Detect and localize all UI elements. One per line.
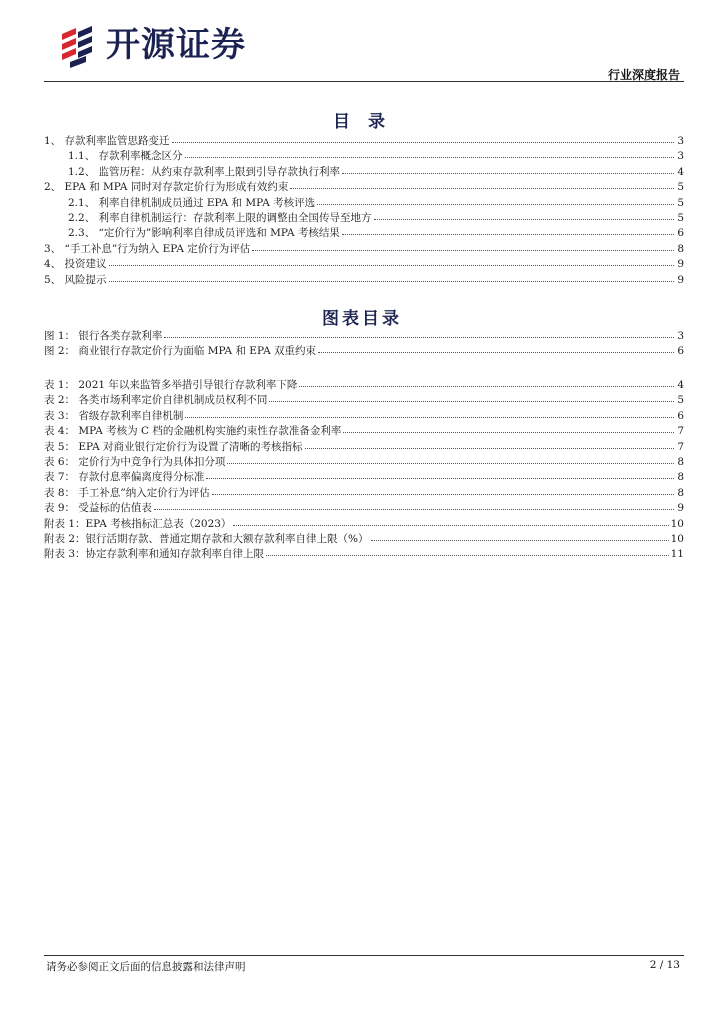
toc-entry-label: 3、 “手工补息”行为纳入 EPA 定价行为评估 <box>44 242 251 255</box>
dot-leader <box>266 545 669 556</box>
header-divider <box>44 81 684 82</box>
dot-leader <box>317 194 674 205</box>
figure-entry-label: 图 2： 商业银行存款定价行为面临 MPA 和 EPA 双重约束 <box>44 345 316 358</box>
table-entry-label: 表 4： MPA 考核为 C 档的金融机构实施约束性存款准备金利率 <box>44 425 342 438</box>
footer-disclaimer: 请务必参阅正文后面的信息披露和法律声明 <box>46 961 246 973</box>
table-entry-label: 表 8： 手工补息”纳入定价行为评估 <box>44 486 210 499</box>
toc-entry[interactable] <box>44 164 684 179</box>
dot-leader <box>109 255 674 266</box>
toc-entry-page: 5 <box>677 196 684 209</box>
dot-leader <box>374 209 674 220</box>
dot-leader <box>299 376 674 387</box>
figures-toc-title: 图表目录 <box>322 309 402 329</box>
toc-entry-label: 4、 投资建议 <box>44 258 107 271</box>
table-entry-label: 附表 2：银行活期存款、普通定期存款和大额存款利率自律上限（%） <box>44 532 369 545</box>
table-entry-label: 附表 1：EPA 考核指标汇总表（2023） <box>44 517 232 530</box>
toc-entry[interactable] <box>44 148 684 163</box>
figure-entry-page: 3 <box>677 330 684 342</box>
dot-leader <box>109 271 674 282</box>
dot-leader <box>206 468 674 479</box>
dot-leader <box>154 499 674 510</box>
toc-entry[interactable] <box>44 133 684 148</box>
table-of-contents <box>44 133 684 287</box>
table-entry[interactable] <box>44 423 684 438</box>
table-entry[interactable] <box>44 531 684 546</box>
toc-entry-page: 8 <box>677 242 684 255</box>
table-entry-label: 表 1： 2021 年以来监管多举措引导银行存款利率下降 <box>44 379 298 391</box>
toc-entry[interactable] <box>44 225 684 240</box>
toc-entry[interactable] <box>44 210 684 225</box>
dot-leader <box>227 453 674 464</box>
dot-leader <box>342 224 674 235</box>
brand-name: 开源证券 <box>106 25 246 65</box>
dot-leader <box>233 515 668 526</box>
figure-entry[interactable] <box>44 328 684 343</box>
table-entry[interactable] <box>44 500 684 515</box>
report-type-label: 行业深度报告 <box>607 68 680 82</box>
table-entry-label: 表 3： 省级存款利率自律机制 <box>44 409 184 422</box>
dot-leader <box>269 391 674 402</box>
table-entry-page: 5 <box>677 394 684 407</box>
dot-leader <box>371 530 669 541</box>
toc-title: 目 录 <box>333 112 391 132</box>
table-entry-page: 6 <box>677 409 684 422</box>
dot-leader <box>318 342 674 353</box>
footer-divider <box>44 955 684 956</box>
toc-entry[interactable] <box>44 256 684 271</box>
table-entry-label: 附表 3：协定存款利率和通知存款利率自律上限 <box>44 548 265 561</box>
toc-entry-page: 9 <box>677 273 684 286</box>
table-entry-label: 表 7： 存款付息率偏离度得分标准 <box>44 471 205 484</box>
dot-leader <box>252 240 674 251</box>
table-entry[interactable] <box>44 454 684 469</box>
dot-leader <box>343 422 674 433</box>
table-entry-label: 表 9： 受益标的估值表 <box>44 502 152 515</box>
table-entry[interactable] <box>44 516 684 531</box>
toc-entry-label: 2.1、 利率自律机制成员通过 EPA 和 MPA 考核评选 <box>68 196 316 209</box>
toc-entry-label: 1.2、 监管历程：从约束存款利率上限到引导存款执行利率 <box>68 165 341 178</box>
table-entry[interactable] <box>44 485 684 500</box>
toc-entry-label: 2.2、 利率自律机制运行：存款利率上限的调整由全国传导至地方 <box>68 211 372 224</box>
table-entry-page: 7 <box>677 440 684 453</box>
dot-leader <box>290 178 674 189</box>
toc-entry-label: 5、 风险提示 <box>44 273 107 286</box>
table-entry-page: 10 <box>670 532 684 545</box>
table-entry-page: 8 <box>677 471 684 484</box>
table-entry-page: 8 <box>677 486 684 499</box>
page-header <box>44 14 684 82</box>
table-entry[interactable] <box>44 469 684 484</box>
table-entry-page: 9 <box>677 502 684 515</box>
dot-leader <box>164 327 674 338</box>
figure-entry-page: 6 <box>677 345 684 358</box>
table-entry-page: 4 <box>677 379 684 391</box>
table-entry-label: 表 2： 各类市场利率定价自律机制成员权利不同 <box>44 394 268 407</box>
toc-entry[interactable] <box>44 272 684 287</box>
toc-entry-label: 1.1、 存款利率概念区分 <box>68 150 183 163</box>
table-entry-label: 表 5： EPA 对商业银行定价行为设置了清晰的考核指标 <box>44 440 303 453</box>
dot-leader <box>305 438 674 449</box>
toc-entry-page: 3 <box>677 135 684 147</box>
toc-entry-label: 1、 存款利率监管思路变迁 <box>44 135 170 147</box>
table-entry[interactable] <box>44 408 684 423</box>
toc-entry-label: 2.3、 “定价行为”影响利率自律成员评选和 MPA 考核结果 <box>68 227 340 240</box>
dot-leader <box>172 132 674 143</box>
figures-list <box>44 328 684 359</box>
kaiyuan-logo-icon <box>56 22 102 68</box>
toc-entry-page: 6 <box>677 227 684 240</box>
toc-entry-label: 2、 EPA 和 MPA 同时对存款定价行为形成有效约束 <box>44 181 289 194</box>
toc-entry-page: 9 <box>677 258 684 271</box>
table-entry-page: 7 <box>677 425 684 438</box>
dot-leader <box>185 407 674 418</box>
dot-leader <box>212 484 674 495</box>
page-number: 2 / 13 <box>649 959 680 971</box>
figure-entry-label: 图 1： 银行各类存款利率 <box>44 330 163 342</box>
table-entry[interactable] <box>44 546 684 561</box>
table-entry[interactable] <box>44 392 684 407</box>
toc-entry-page: 5 <box>677 211 684 224</box>
toc-entry-page: 3 <box>677 150 684 163</box>
dot-leader <box>342 163 674 174</box>
table-entry-page: 10 <box>670 517 684 530</box>
toc-entry-page: 4 <box>677 165 684 178</box>
table-entry[interactable] <box>44 439 684 454</box>
dot-leader <box>185 147 674 158</box>
toc-entry-page: 5 <box>677 181 684 194</box>
toc-entry[interactable] <box>44 179 684 194</box>
table-entry-page: 8 <box>677 455 684 468</box>
tables-list <box>44 377 684 562</box>
table-entry[interactable] <box>44 377 684 392</box>
toc-entry[interactable] <box>44 241 684 256</box>
table-entry-label: 表 6： 定价行为中竞争行为具体扣分项 <box>44 455 226 468</box>
table-entry-page: 11 <box>670 548 684 561</box>
toc-entry[interactable] <box>44 195 684 210</box>
figure-entry[interactable] <box>44 343 684 358</box>
